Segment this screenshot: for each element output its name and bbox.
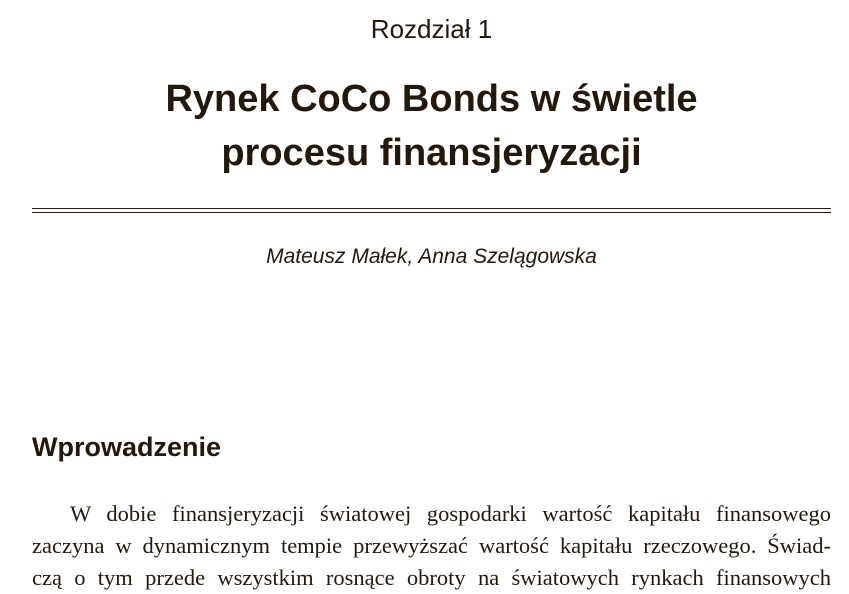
body-line-3: czą o tym przede wszystkim rosnące obroty na światowych rynkach finansowych bbox=[32, 565, 831, 590]
body-paragraph bbox=[32, 498, 831, 594]
chapter-title-line-1: Rynek CoCo Bonds w świetle bbox=[165, 78, 698, 120]
title-divider bbox=[32, 208, 831, 213]
section-heading: Wprowadzenie bbox=[32, 432, 222, 462]
body-line-2: zaczyna w dynamicznym tempie przewyższać wartość kapitału rzeczowego. Świad- bbox=[32, 533, 831, 558]
chapter-title bbox=[0, 72, 849, 180]
body-line-1: W dobie finansjeryzacji światowej gospodarki wartość kapitału finansowego bbox=[70, 501, 831, 526]
authors: Mateusz Małek, Anna Szelągowska bbox=[266, 245, 597, 268]
chapter-title-line-2: procesu finansjeryzacji bbox=[221, 132, 642, 174]
chapter-label: Rozdział 1 bbox=[370, 14, 493, 44]
